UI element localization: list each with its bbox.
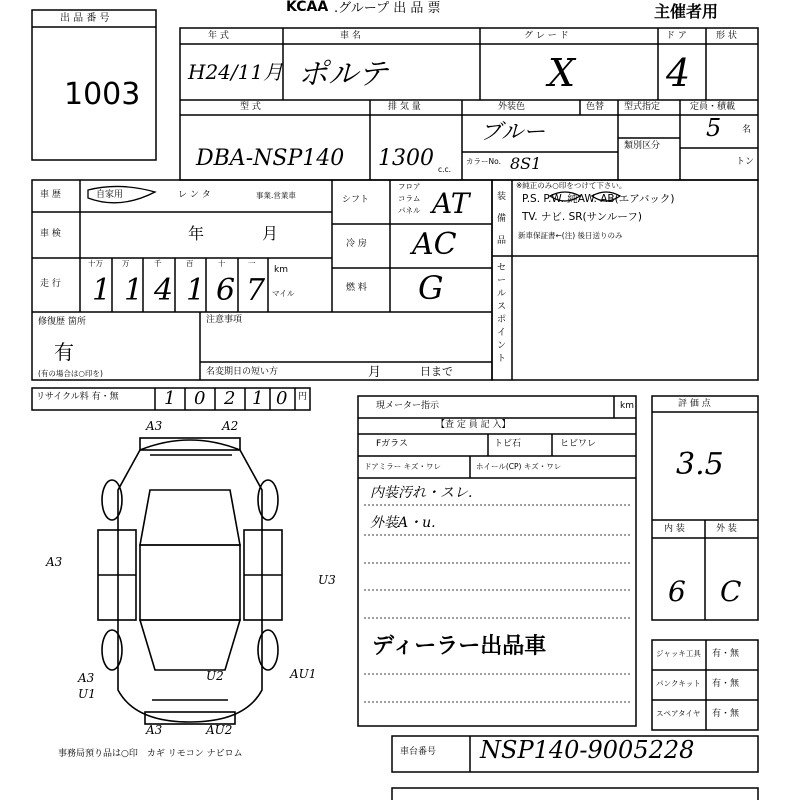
recycle-digit: 1 [252,388,264,409]
mileage-unit-1k: 千 [154,259,162,268]
recycle-unit: 円 [298,392,308,402]
model-label: 型 式 [240,102,261,112]
equipment-label: 装 備 品 [497,192,507,246]
model-value: DBA-NSP140 [196,146,345,171]
mark-a3-bottom: A3 [146,723,163,737]
dealer-stamp: ディーラー出品車 [372,634,547,659]
shift-value: AT [432,187,470,220]
model-designation-label: 型式指定 [624,102,661,112]
year-value: H24/11月 [188,60,284,84]
kept-items: 事務局預り品は○印 カギ リモコン ナビロム [58,749,243,759]
recycle-digit: 0 [194,388,206,409]
lot-number-value: 1003 [64,77,141,112]
load-unit: トン [736,157,755,167]
score-value: 3.5 [676,447,724,482]
mirror-label: ドアミラー キズ・ワレ [364,462,442,471]
capacity-value: 5 [706,114,722,142]
repair-label: 修復歴 箇所 [38,317,86,327]
car-diagram [98,438,282,724]
mileage-digit: 1 [124,273,144,308]
jack-option: 有・無 [712,649,740,659]
wheel-label: ホイール(CP) キズ・ワレ [476,462,562,471]
exterior-label: 外 装 [716,524,737,534]
category-label: 類別区分 [624,141,661,151]
mileage-unit-100k: 十万 [88,259,103,268]
exterior-value: C [720,575,742,608]
mileage-label: 走 行 [40,279,61,289]
mark-au1-rear: AU1 [290,667,317,681]
recycle-digit: 1 [164,388,176,409]
shape-label: 形 状 [716,31,737,41]
mark-a3-top: A3 [146,419,163,433]
displacement-label: 排 気 量 [388,102,421,112]
mileage-digit: 6 [216,273,236,308]
history-rental: レ ン タ [178,190,211,200]
mark-u3-right: U3 [318,573,336,587]
interior-value: 6 [668,575,686,608]
ac-label: 冷 房 [346,239,367,249]
mark-a3-left: A3 [46,555,63,569]
ac-value: AC [412,227,457,262]
inspector-note-2: 外装A・u. [370,515,436,531]
mile-label: マイル [272,289,295,298]
color-no-value: 8S1 [510,154,542,173]
punk-option: 有・無 [712,679,740,689]
crack-label: ヒビワレ [560,439,597,449]
mileage-digit: 4 [154,273,174,308]
car-name-label: 車 名 [340,31,361,41]
doors-label: ド ア [666,31,687,41]
recycle-digit: 2 [224,388,236,409]
meter-km: km [620,401,634,411]
history-label: 車 歴 [40,190,61,200]
displacement-value: 1300 [378,146,434,171]
mileage-unit-10k: 万 [122,259,130,268]
mileage-digit: 1 [186,273,206,308]
mark-a3-rear: A3 [78,671,95,685]
shift-label: シフト [342,195,370,205]
brand-logo: KCAA [286,0,329,15]
spare-option: 有・無 [712,709,740,719]
mark-au2-bottom: AU2 [206,723,233,737]
repair-sub: (有の場合は○印を) [38,369,103,378]
recycle-digit: 0 [276,388,288,409]
name-change-label: 名変期日の短い方 [206,367,279,377]
year-label: 年 式 [208,31,229,41]
mark-a2-top: A2 [222,419,239,433]
equipment-note: ※純正のみ○印をつけて下さい。 [516,181,627,190]
chassis-label: 車台番号 [400,747,437,757]
mileage-digit: 7 [246,273,266,308]
car-name-value: ポルテ [298,57,388,92]
mileage-digit: 1 [92,273,112,308]
name-change-day: 日まで [420,365,453,378]
fuel-value: G [418,269,444,307]
color-value: ブルー [480,120,546,145]
color-no-label: カラーNo. [466,157,501,166]
shaken-year: 年 [188,224,205,243]
organizer-label: 主催者用 [654,2,719,21]
punk-label: パンクキット [656,679,701,688]
score-label: 評 価 点 [678,399,711,409]
lot-number-label: 出 品 番 号 [60,13,110,24]
interior-label: 内 装 [664,524,685,534]
spare-label: スペアタイヤ [656,709,701,718]
color-change-label: 色替 [586,102,605,112]
name-change-month: 月 [368,365,382,380]
shaken-label: 車 検 [40,229,61,239]
chassis-value: NSP140-9005228 [480,736,695,764]
mileage-unit-10: 十 [218,259,226,268]
history-business: 事業.営業車 [256,191,296,200]
notes-label: 注意事項 [206,315,243,325]
shift-floor: フロア [398,182,421,191]
sheet-title: .グループ 出 品 票 [334,1,441,16]
km-label: km [274,265,288,275]
exterior-color-label: 外装色 [498,102,526,112]
inspector-heading: 【査 定 員 記 入】 [436,420,511,430]
grade-value: X [548,51,576,95]
cc-unit: c.c. [438,165,452,174]
shaken-month: 月 [262,224,279,243]
capacity-unit: 名 [742,125,752,135]
repair-value: 有 [54,340,74,364]
shift-column: コラム [398,194,421,203]
equipment-line3: 新車保証書←(注) 後日送りのみ [518,231,623,240]
meter-label: 現メーター指示 [376,401,440,411]
mileage-unit-1: 一 [248,259,256,268]
history-private: 自家用 [96,190,124,200]
mark-u2-rear: U2 [206,669,224,683]
equipment-line1: P.S. P.W. 純AW. AB(エアバック) [522,193,675,205]
grade-label: グ レ ー ド [524,31,569,41]
doors-value: 4 [666,51,691,95]
capacity-label: 定員・積載 [690,102,736,112]
mileage-unit-100: 百 [186,259,194,268]
f-glass-label: Fガラス [376,439,408,449]
sales-point-label: セールスポイント [497,263,507,364]
mark-u1-rear: U1 [78,687,96,701]
shift-panel: パネル [398,206,421,215]
fuel-label: 燃 料 [346,283,367,293]
recycle-label: リサイクル料 有・無 [36,392,119,402]
stone-label: トビ石 [494,439,522,449]
jack-label: ジャッキ工具 [656,649,701,658]
equipment-line2: TV. ナビ. SR(サンルーフ) [522,211,642,223]
inspector-note-1: 内装汚れ・スレ. [370,485,473,501]
